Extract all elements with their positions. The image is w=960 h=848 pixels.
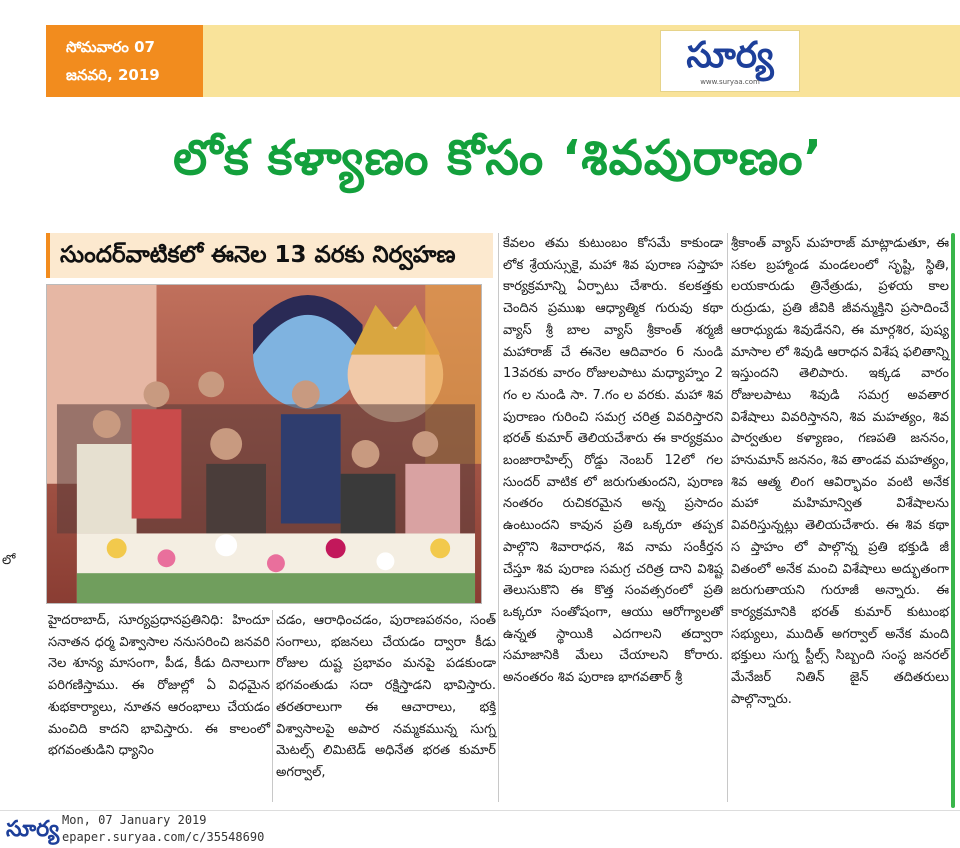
footer-logo: సూర్య xyxy=(6,817,60,842)
scroll-indicator[interactable] xyxy=(951,233,955,808)
guest-body xyxy=(77,444,137,533)
footer-url[interactable]: epaper.suryaa.com/c/35548690 xyxy=(62,830,265,844)
header-band xyxy=(203,25,960,97)
flower-leaves xyxy=(77,573,475,603)
column-divider xyxy=(498,233,499,802)
guest-head xyxy=(352,440,380,468)
flower xyxy=(430,538,450,558)
article-subheadline: సుందర్‌వాటికలో ఈనెల 13 వరకు నిర్వహణ xyxy=(46,233,493,278)
guest-head xyxy=(198,371,224,397)
event-photo xyxy=(46,284,482,604)
date-month-year: జనవరి, 2019 xyxy=(66,66,160,84)
date-box xyxy=(46,25,203,97)
newspaper-logo xyxy=(660,30,800,92)
guest-body xyxy=(341,474,396,534)
article-column-3: కేవలం తమ కుటుంబం కోసమే కాకుండా లోక శ్రేయస్సుకై, మహా శివ పురాణ సప్తాహ కార్యక్రమాన్ని ఏర్పాటు చేశారు. కలకత్తకు చెందిన ప్రముఖ ఆధ్యాత్మిక గురువు కథా వ్యాస్‌ శ్రీ బాల వ్యాస్‌ శ్రీకాంత్‌ శర్మజీ మహారాజ్‌ చే ఈనెల ఆదివారం 6 నుండి 13వరకు వారం రోజులపాటు మధ్యాహ్నం 2 గం ల నుండి సా. 7.గం ల వరకు. మహా శివ పురాణం గురించి సమగ్ర చరిత్ర వివరిస్తారని భరత్‌ కుమార్‌ తెలియచేశారు ఈ కార్యక్రమం బంజారాహిల్స్‌ రోడ్డు నెంబర్‌ 12లో గల సుందర్‌ వాటిక లో జరుగుతుందని, పురాణ నంతరం రుచికరమైన అన్న ప్రసాదం ఉంటుందని కావున ప్రతి ఒక్కరూ తప్పక పాల్గొని శివారాధన, శివ నామ సంకీర్తన చేస్తూ శివ పురాణ సమగ్ర చరిత్ర దాని విశిష్ట తెలుసుకొని ఈ కొత్త సంవత్సరంలో ప్రతి ఒక్కరూ సంతోషంగా, ఆయు ఆరోగ్యాలతో ఉన్నత స్థాయికి ఎదగాలని తద్వారా సమాజానికి మేలు చేయాలని కోరారు. అనంతరం శివ పురాణ భాగవతార్‌ శ్రీ xyxy=(503,236,723,686)
adjacent-article-fragment: లో xyxy=(2,553,16,568)
article-column-2: చడం, ఆరాధించడం, పురాణపఠనం, సంత్‌ సంగాలు, భజనలు చేయడం ద్వారా కీడు రోజుల దుష్ట ప్రభావం మనపై పడకుండా భగవంతుడు సదా రక్షిస్తాడని భావిస్తారు. తరతరాలుగా ఈ ఆచారాలు, భక్తి విశ్వాసాలపై అపార నమ్మకమున్న సుగ్న మెటల్స్‌ లిమిటెడ్‌ అధినేత భరత కుమార్‌ అగర్వాల్‌, xyxy=(276,613,496,780)
column-divider xyxy=(272,610,273,802)
article-column-4: శ్రీకాంత్‌ వ్యాస్‌ మహరాజ్‌ మాట్లాడుతూ, ఈ సకల బ్రహ్మాండ మండలంలో సృష్టి, స్థితి, లయకారుడు త్రినేత్రుడు, ప్రళయ కాల రుద్రుడు, ప్రతి జీవికి జీవన్ముక్తిని ప్రసాదించే ఆరాధ్యుడు శివుడేనని, ఈ మార్గశిర, పుష్య మాసాల లో శివుడి ఆరాధన విశేష ఫలితాన్ని ఇస్తుందని తెలిపారు. ఇక్కడ వారం రోజులపాటు శివుడి సమగ్ర అవతార విశేషాలు వివరిస్తానని, శివ మహత్యం, శివ పార్వతుల కళ్యాణం, గణపతి జననం, హనుమాన్‌ జననం, శివ తాండవ మహత్యం, శివ ఆత్మ లింగ ఆవిర్భావం వంటి అనేక మహా మహిమాన్విత విశేషాలను వివరిస్తున్నట్లు తెలియచేశారు. ఈ శివ కథా స ప్తాహం లో పాల్గొన్న ప్రతి భక్తుడి జీ వితంలో అనేక మంచి విశేషాలు అద్భుతంగా జరుగుతాయని గురూజీ అన్నారు. ఈ కార్యక్రమానికి భరత్‌ కుమార్‌ కుటుంభ సభ్యులు, ముదిత్‌ అగర్వాల్‌ అనేక మంది భక్తులు సుగ్న స్టీల్స్‌ సిబ్బంది సంస్థ జనరల్‌ మేనేజర్‌ నితిన్‌ జైన్‌ తదితరులు పాల్గొన్నారు. xyxy=(731,236,949,707)
flower xyxy=(157,549,175,567)
flower xyxy=(267,554,285,572)
guest-head xyxy=(93,410,121,438)
flower xyxy=(326,538,346,558)
logo-wordmark: సూర్య xyxy=(686,35,774,76)
guest-body xyxy=(206,464,266,534)
article-column-1: హైదరాబాద్‌, సూర్యప్రధానప్రతినిధి: హిందూ సనాతన ధర్మ విశ్వాసాల ననుసరించి జనవరి నెల శూన్య మాసంగా, పీడ, కీడు దినాలుగా పరిగణిస్తాము. ఈ రోజుల్లో ఏ విధమైన శుభకార్యాలు, నూతన ఆరంభాలు చేయడం మంచిది కాదని భావిస్తారు. ఈ కాలంలో భగవంతుడిని ధ్యానిం xyxy=(48,613,270,759)
flower xyxy=(376,552,394,570)
footer xyxy=(0,810,960,848)
flower xyxy=(107,538,127,558)
guest-head xyxy=(292,380,320,408)
article-headline: లోక కళ్యాణం కోసం ‘శివపురాణం’ xyxy=(173,130,823,186)
guest-head xyxy=(412,431,438,457)
page-edge xyxy=(0,0,46,810)
date-weekday: సోమవారం 07 xyxy=(66,38,155,56)
guest-head xyxy=(210,428,242,460)
footer-date: Mon, 07 January 2019 xyxy=(62,813,207,827)
guest-head xyxy=(144,381,170,407)
column-divider xyxy=(727,233,728,802)
flower xyxy=(215,534,237,556)
guest-body xyxy=(405,464,460,534)
logo-url: www.suryaa.com xyxy=(700,78,760,86)
guest-body xyxy=(132,409,182,518)
guest-body xyxy=(281,414,341,523)
